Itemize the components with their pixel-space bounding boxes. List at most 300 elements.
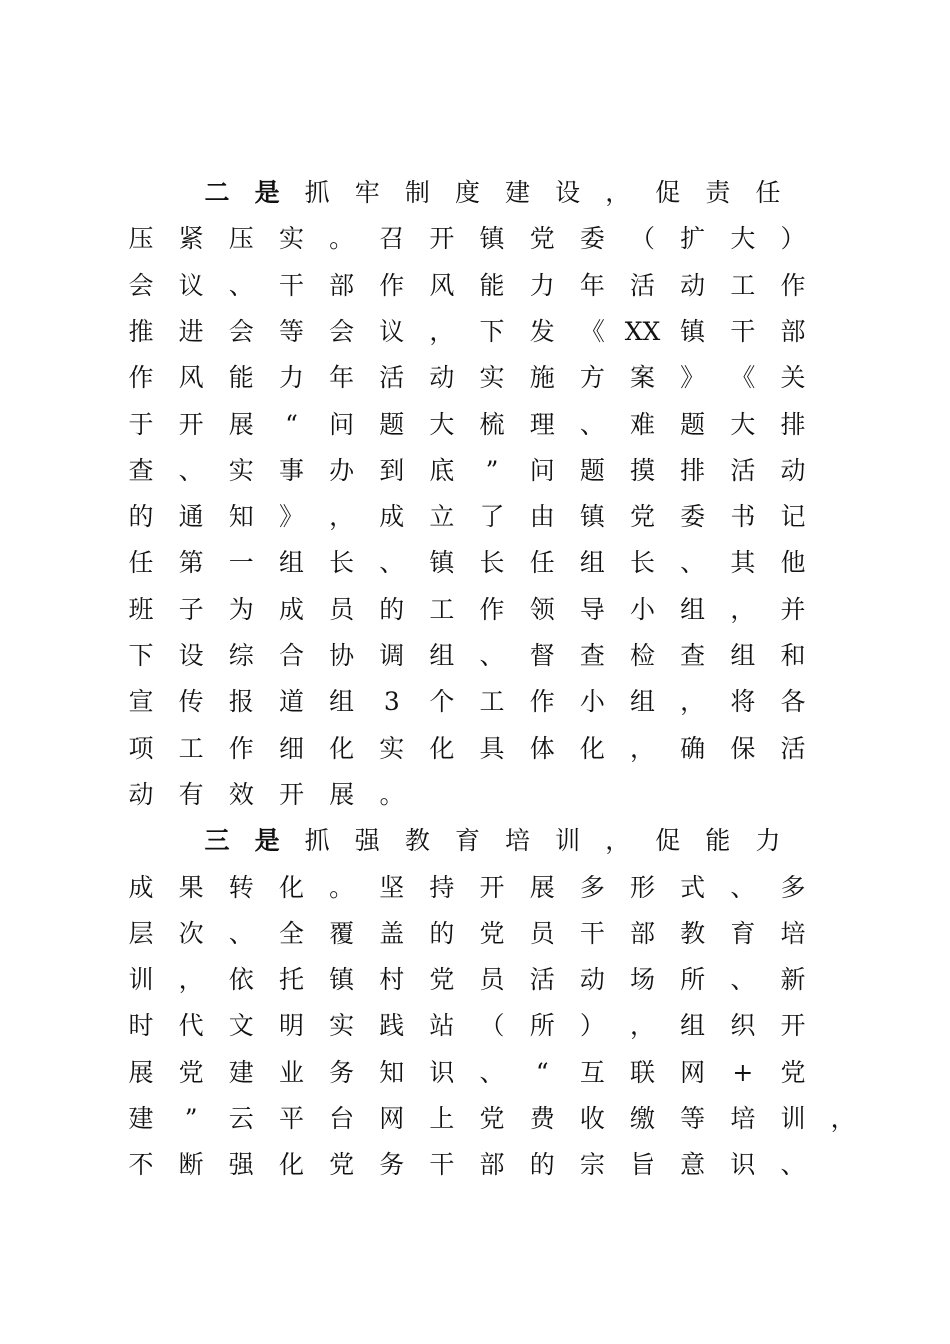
text-char: 党 — [630, 502, 656, 532]
text-char: 召 — [379, 224, 405, 254]
text-char: ， — [830, 1104, 856, 1133]
text-char: 上 — [429, 1104, 455, 1133]
text-char: 旨 — [630, 1150, 656, 1180]
text-line — [0, 587, 950, 633]
text-char: 保 — [730, 733, 756, 763]
text-char: 互 — [579, 1057, 605, 1087]
text-char: 排 — [780, 409, 806, 439]
text-char: 、 — [730, 965, 756, 995]
text-char: 不 — [128, 1150, 154, 1180]
text-char: 问 — [529, 455, 555, 485]
text-char: 知 — [379, 1057, 405, 1087]
text-char: 问 — [329, 409, 355, 439]
text-char: 发 — [529, 316, 555, 346]
text-char: 事 — [278, 455, 304, 485]
text-char: 形 — [630, 872, 656, 902]
text-char: 多 — [579, 872, 605, 902]
text-char: 摸 — [630, 455, 656, 485]
text-char: 、 — [730, 872, 756, 902]
text-char: 网 — [680, 1057, 706, 1087]
text-char: ） — [579, 1011, 605, 1041]
text-char: 《 — [730, 363, 756, 393]
text-char: 导 — [579, 594, 605, 624]
text-char: 化 — [278, 872, 304, 902]
text-char: 三 — [204, 826, 230, 856]
text-char: 明 — [278, 1011, 304, 1041]
text-char: 实 — [329, 1011, 355, 1041]
text-char: 果 — [178, 872, 204, 902]
text-char: 的 — [379, 594, 405, 624]
text-char: 展 — [329, 779, 355, 809]
text-char: 任 — [755, 178, 781, 207]
text-char: 作 — [529, 687, 555, 717]
text-char: 作 — [379, 270, 405, 300]
text-char: 度 — [454, 178, 480, 207]
text-char: 题 — [680, 409, 706, 439]
text-char: 代 — [178, 1011, 204, 1041]
text-char: 多 — [780, 872, 806, 902]
text-char: 力 — [529, 270, 555, 300]
text-char: 干 — [730, 316, 756, 346]
text-char: 的 — [529, 1150, 555, 1180]
text-char: 由 — [529, 502, 555, 532]
text-char: 镇 — [429, 548, 455, 578]
text-char: 村 — [379, 965, 405, 995]
text-char: 能 — [705, 826, 731, 856]
text-char: 时 — [128, 1011, 154, 1041]
text-char: 压 — [228, 224, 254, 254]
text-char: ， — [730, 594, 756, 624]
text-char: 动 — [579, 965, 605, 995]
text-char: 党 — [329, 1150, 355, 1180]
text-char: 展 — [529, 872, 555, 902]
text-char: 。 — [329, 224, 355, 254]
text-line — [0, 633, 950, 679]
text-char: 作 — [128, 363, 154, 393]
text-char: 等 — [680, 1104, 706, 1133]
text-char: 长 — [630, 548, 656, 578]
text-char: 作 — [780, 270, 806, 300]
text-char: 并 — [780, 594, 806, 624]
text-char: 所 — [680, 965, 706, 995]
text-char: 力 — [278, 363, 304, 393]
text-char: 化 — [429, 733, 455, 763]
text-char: 意 — [680, 1150, 706, 1180]
text-char: 能 — [479, 270, 505, 300]
text-char: 缴 — [630, 1104, 656, 1133]
text-char: 建 — [128, 1104, 154, 1133]
text-char: 责 — [705, 178, 731, 207]
text-char: 展 — [228, 409, 254, 439]
text-char: 下 — [479, 316, 505, 346]
text-char: 记 — [780, 502, 806, 532]
text-char: 会 — [228, 316, 254, 346]
text-char: 风 — [429, 270, 455, 300]
text-char: 委 — [579, 224, 605, 254]
text-char: 强 — [354, 826, 380, 856]
text-char: ” — [184, 1104, 198, 1133]
text-char: 牢 — [354, 178, 380, 207]
text-char: 梳 — [479, 409, 505, 439]
text-char: 次 — [178, 918, 204, 948]
text-char: 化 — [329, 733, 355, 763]
text-char: 活 — [780, 733, 806, 763]
text-char: 网 — [379, 1104, 405, 1133]
text-char: 报 — [228, 687, 254, 717]
text-char: 工 — [479, 687, 505, 717]
text-line — [0, 216, 950, 262]
text-char: 理 — [529, 409, 555, 439]
text-char: 新 — [780, 965, 806, 995]
text-char: 员 — [329, 594, 355, 624]
text-char: 育 — [730, 918, 756, 948]
text-char: 动 — [429, 363, 455, 393]
text-char: 云 — [228, 1104, 254, 1133]
text-char: 实 — [228, 455, 254, 485]
text-char: 、 — [379, 548, 405, 578]
text-char: 员 — [529, 918, 555, 948]
text-char: 的 — [429, 918, 455, 948]
text-line — [0, 170, 950, 216]
text-char: 践 — [379, 1011, 405, 1041]
text-char: 活 — [730, 455, 756, 485]
text-char: 》 — [278, 502, 304, 532]
text-char: 力 — [755, 826, 781, 856]
text-char: 题 — [579, 455, 605, 485]
text-char: 成 — [379, 502, 405, 532]
text-char: 镇 — [579, 502, 605, 532]
text-char: 场 — [630, 965, 656, 995]
text-char: 开 — [178, 409, 204, 439]
text-char: 式 — [680, 872, 706, 902]
text-char: 查 — [579, 641, 605, 670]
text-char: 务 — [379, 1150, 405, 1180]
text-char: 协 — [329, 641, 355, 670]
text-char: 关 — [780, 363, 806, 393]
text-char: 道 — [278, 687, 304, 717]
text-char: 持 — [429, 872, 455, 902]
text-char: 动 — [128, 779, 154, 809]
text-char: 小 — [630, 594, 656, 624]
text-char: 传 — [178, 687, 204, 717]
text-char: 难 — [630, 409, 656, 439]
text-char: 班 — [128, 594, 154, 624]
text-char: 员 — [479, 965, 505, 995]
text-char: 组 — [278, 548, 304, 578]
text-char: 子 — [178, 594, 204, 624]
text-char: 通 — [178, 502, 204, 532]
text-char: 紧 — [178, 224, 204, 254]
text-char: 长 — [479, 548, 505, 578]
text-char: 组 — [579, 548, 605, 578]
text-char: 、 — [479, 641, 505, 670]
text-char: 年 — [579, 270, 605, 300]
text-char: 一 — [228, 548, 254, 578]
text-char: 任 — [128, 548, 154, 578]
text-char: 查 — [680, 641, 706, 670]
text-char: 开 — [429, 224, 455, 254]
text-char: 覆 — [329, 918, 355, 948]
text-char: 部 — [329, 270, 355, 300]
text-line — [0, 865, 950, 911]
text-char: 培 — [780, 918, 806, 948]
text-char: 风 — [178, 363, 204, 393]
text-char: 为 — [228, 594, 254, 624]
text-char: 部 — [630, 918, 656, 948]
text-char: + — [732, 1057, 754, 1087]
text-char: 实 — [379, 733, 405, 763]
text-char: 宗 — [579, 1150, 605, 1180]
text-char: 下 — [128, 641, 154, 670]
text-char: 是 — [254, 826, 280, 856]
text-char: 细 — [278, 733, 304, 763]
text-char: 活 — [379, 363, 405, 393]
text-char: 组 — [630, 687, 656, 717]
text-char: 个 — [429, 687, 455, 717]
text-char: 干 — [579, 918, 605, 948]
text-char: （ — [630, 224, 656, 254]
text-char: 会 — [128, 270, 154, 300]
text-char: 督 — [529, 641, 555, 670]
text-char: 活 — [630, 270, 656, 300]
text-char: 成 — [128, 872, 154, 902]
text-char: 。 — [329, 872, 355, 902]
text-char: 组 — [730, 641, 756, 670]
text-char: 促 — [655, 178, 681, 207]
text-line — [0, 726, 950, 772]
text-char: 年 — [329, 363, 355, 393]
text-line — [0, 1003, 950, 1049]
text-char: 会 — [329, 316, 355, 346]
text-char: 案 — [630, 363, 656, 393]
text-line — [0, 957, 950, 1003]
text-line — [0, 772, 950, 818]
text-line — [0, 355, 950, 401]
text-char: 部 — [479, 1150, 505, 1180]
text-char: 扩 — [680, 224, 706, 254]
text-char: 作 — [479, 594, 505, 624]
text-char: 全 — [278, 918, 304, 948]
text-char: 文 — [228, 1011, 254, 1041]
text-char: 费 — [529, 1104, 555, 1133]
text-char: 培 — [505, 826, 531, 856]
text-char: 成 — [278, 594, 304, 624]
text-char: 体 — [529, 733, 555, 763]
text-line — [0, 911, 950, 957]
text-char: “ — [285, 409, 298, 439]
text-char: 宣 — [128, 687, 154, 717]
text-char: 书 — [730, 502, 756, 532]
text-line — [0, 1096, 950, 1142]
text-char: 。 — [379, 779, 405, 809]
text-char: 实 — [278, 224, 304, 254]
text-char: 工 — [730, 270, 756, 300]
text-char: 育 — [454, 826, 480, 856]
text-char: 长 — [329, 548, 355, 578]
text-char: 题 — [379, 409, 405, 439]
text-char: 织 — [730, 1011, 756, 1041]
text-char: ， — [630, 1011, 656, 1041]
text-char: 平 — [278, 1104, 304, 1133]
text-char: 办 — [329, 455, 355, 485]
text-line — [0, 679, 950, 725]
text-char: 压 — [128, 224, 154, 254]
text-char: 化 — [278, 1150, 304, 1180]
text-char: 到 — [379, 455, 405, 485]
text-char: 设 — [178, 641, 204, 670]
text-char: 动 — [780, 455, 806, 485]
text-char: 转 — [228, 872, 254, 902]
text-char: 识 — [730, 1150, 756, 1180]
text-char: 排 — [680, 455, 706, 485]
text-char: 他 — [780, 548, 806, 578]
text-char: 底 — [429, 455, 455, 485]
text-char: 等 — [278, 316, 304, 346]
text-char: 教 — [404, 826, 430, 856]
text-char: 、 — [228, 270, 254, 300]
text-char: 其 — [730, 548, 756, 578]
text-char: 的 — [128, 502, 154, 532]
text-char: 党 — [178, 1057, 204, 1087]
text-char: ， — [680, 687, 706, 717]
text-char: 训 — [128, 965, 154, 995]
text-char: 干 — [429, 1150, 455, 1180]
text-char: 党 — [529, 224, 555, 254]
text-char: 二 — [204, 178, 230, 207]
text-char: 制 — [404, 178, 430, 207]
text-char: 工 — [178, 733, 204, 763]
text-char: 动 — [680, 270, 706, 300]
text-char: 党 — [479, 1104, 505, 1133]
text-char: 知 — [228, 502, 254, 532]
text-char: 大 — [429, 409, 455, 439]
text-char: XX — [624, 316, 661, 346]
text-char: 联 — [630, 1057, 656, 1087]
text-char: 层 — [128, 918, 154, 948]
text-char: 各 — [780, 687, 806, 717]
text-char: 、 — [680, 548, 706, 578]
text-char: 查 — [128, 455, 154, 485]
text-char: ” — [485, 455, 499, 485]
text-char: ， — [178, 965, 204, 995]
text-char: 收 — [579, 1104, 605, 1133]
text-char: 领 — [529, 594, 555, 624]
text-char: 所 — [529, 1011, 555, 1041]
text-char: 党 — [780, 1057, 806, 1087]
text-char: 镇 — [329, 965, 355, 995]
text-char: 大 — [730, 224, 756, 254]
text-char: 开 — [780, 1011, 806, 1041]
text-char: 建 — [228, 1057, 254, 1087]
text-char: 第 — [178, 548, 204, 578]
text-char: 组 — [329, 687, 355, 717]
text-char: 立 — [429, 502, 455, 532]
text-char: 活 — [529, 965, 555, 995]
text-char: ， — [605, 178, 631, 207]
text-char: 识 — [429, 1057, 455, 1087]
text-char: 综 — [228, 641, 254, 670]
text-char: 开 — [279, 779, 305, 809]
text-line — [0, 540, 950, 586]
text-char: 党 — [479, 918, 505, 948]
text-char: ， — [429, 316, 455, 346]
text-line — [0, 448, 950, 494]
text-char: 站 — [429, 1011, 455, 1041]
text-char: 台 — [329, 1104, 355, 1133]
text-char: ， — [630, 733, 656, 763]
text-char: 推 — [128, 316, 154, 346]
text-char: 组 — [429, 641, 455, 670]
text-char: 》 — [680, 363, 706, 393]
text-char: 、 — [178, 455, 204, 485]
text-char: 、 — [579, 409, 605, 439]
text-char: “ — [535, 1057, 549, 1087]
text-char: 将 — [730, 687, 756, 717]
text-char: 盖 — [379, 918, 405, 948]
text-line — [0, 309, 950, 355]
text-char: 培 — [730, 1104, 756, 1133]
text-char: 务 — [329, 1057, 355, 1087]
text-char: 组 — [680, 1011, 706, 1041]
text-char: 3 — [383, 687, 400, 717]
text-char: 训 — [780, 1104, 806, 1133]
text-char: 开 — [479, 872, 505, 902]
text-line — [0, 494, 950, 540]
text-char: 干 — [278, 270, 304, 300]
text-char: 抓 — [304, 826, 330, 856]
text-char: 依 — [228, 965, 254, 995]
text-line — [0, 1142, 950, 1188]
text-char: ， — [329, 502, 355, 532]
text-char: 促 — [655, 826, 681, 856]
text-char: 强 — [228, 1150, 254, 1180]
text-char: 、 — [228, 918, 254, 948]
text-char: 有 — [178, 779, 204, 809]
text-char: 《 — [579, 316, 605, 346]
text-char: ， — [605, 826, 631, 856]
text-char: 镇 — [479, 224, 505, 254]
text-char: 实 — [479, 363, 505, 393]
text-char: 议 — [178, 270, 204, 300]
text-char: 委 — [680, 502, 706, 532]
text-char: 作 — [228, 733, 254, 763]
text-line — [0, 263, 950, 309]
text-char: 能 — [228, 363, 254, 393]
text-char: 展 — [128, 1057, 154, 1087]
text-char: 断 — [178, 1150, 204, 1180]
text-char: 小 — [579, 687, 605, 717]
text-char: 业 — [278, 1057, 304, 1087]
text-char: 训 — [555, 826, 581, 856]
text-char: 教 — [680, 918, 706, 948]
text-char: 工 — [429, 594, 455, 624]
text-char: 组 — [680, 594, 706, 624]
text-char: 方 — [579, 363, 605, 393]
text-char: 于 — [128, 409, 154, 439]
text-char: 确 — [680, 733, 706, 763]
text-char: 党 — [429, 965, 455, 995]
text-char: 设 — [555, 178, 581, 207]
text-char: 建 — [505, 178, 531, 207]
text-char: （ — [479, 1011, 505, 1041]
text-char: 检 — [630, 641, 656, 670]
text-char: 是 — [254, 178, 280, 207]
text-line — [0, 1050, 950, 1096]
text-char: 托 — [278, 965, 304, 995]
text-char: 议 — [379, 316, 405, 346]
text-char: 项 — [128, 733, 154, 763]
text-char: ） — [780, 224, 806, 254]
